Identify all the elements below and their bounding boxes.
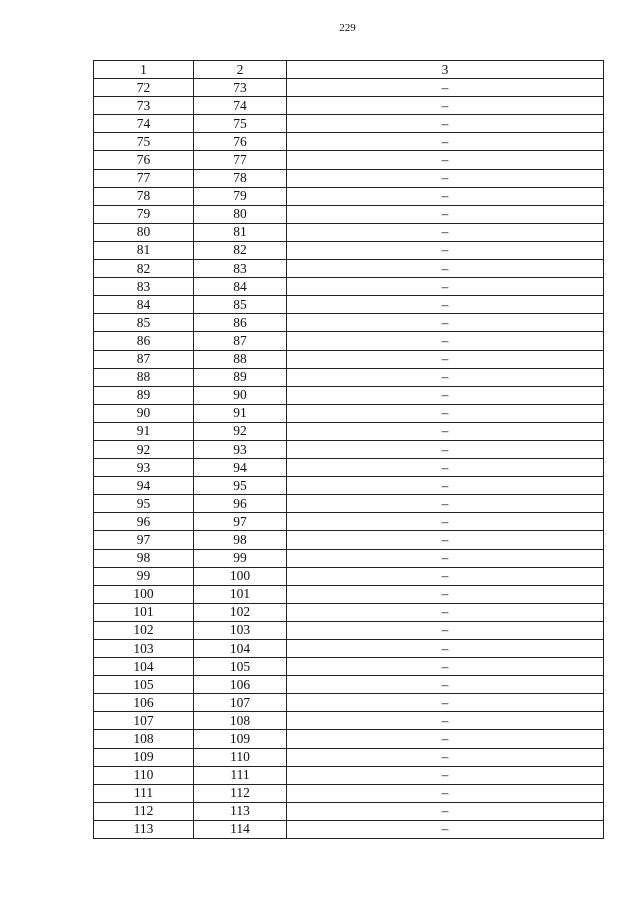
table-row <box>94 495 604 513</box>
table-row <box>94 422 604 440</box>
column-header-1: 1 <box>94 61 194 79</box>
table-cell-col-1: 92 <box>94 440 194 458</box>
table-cell-col-2: 86 <box>194 314 287 332</box>
table-cell-col-1: 73 <box>94 97 194 115</box>
table-row <box>94 802 604 820</box>
table-cell-col-2: 75 <box>194 115 287 133</box>
table-cell-col-3: – <box>287 477 604 495</box>
table-row <box>94 820 604 838</box>
table-cell-col-3: – <box>287 513 604 531</box>
table-cell-col-3: – <box>287 531 604 549</box>
table-cell-col-2: 98 <box>194 531 287 549</box>
column-header-3: 3 <box>287 61 604 79</box>
table-row <box>94 115 604 133</box>
table-row <box>94 440 604 458</box>
table-cell-col-1: 86 <box>94 332 194 350</box>
table-cell-col-3: – <box>287 567 604 585</box>
table-cell-col-3: – <box>287 350 604 368</box>
table-row <box>94 296 604 314</box>
table-row <box>94 784 604 802</box>
table-cell-col-2: 80 <box>194 205 287 223</box>
table-cell-col-2: 92 <box>194 422 287 440</box>
table-cell-col-2: 83 <box>194 260 287 278</box>
table-cell-col-2: 106 <box>194 676 287 694</box>
table-cell-col-1: 85 <box>94 314 194 332</box>
column-header-2: 2 <box>194 61 287 79</box>
table-row <box>94 133 604 151</box>
table-cell-col-1: 79 <box>94 205 194 223</box>
table-cell-col-1: 81 <box>94 241 194 259</box>
table-cell-col-1: 98 <box>94 549 194 567</box>
table-body <box>94 79 604 839</box>
table-cell-col-3: – <box>287 187 604 205</box>
table-cell-col-1: 107 <box>94 712 194 730</box>
table-cell-col-2: 95 <box>194 477 287 495</box>
table-cell-col-2: 81 <box>194 223 287 241</box>
table-cell-col-3: – <box>287 296 604 314</box>
table-row <box>94 694 604 712</box>
table-cell-col-1: 106 <box>94 694 194 712</box>
table-cell-col-2: 110 <box>194 748 287 766</box>
table-row <box>94 676 604 694</box>
table-row <box>94 748 604 766</box>
table-cell-col-1: 111 <box>94 784 194 802</box>
table-cell-col-3: – <box>287 748 604 766</box>
table-row <box>94 658 604 676</box>
table-cell-col-1: 76 <box>94 151 194 169</box>
table-cell-col-2: 97 <box>194 513 287 531</box>
table-cell-col-1: 102 <box>94 621 194 639</box>
table-row <box>94 513 604 531</box>
table-cell-col-3: – <box>287 386 604 404</box>
table-cell-col-2: 111 <box>194 766 287 784</box>
table-cell-col-1: 103 <box>94 640 194 658</box>
table-cell-col-1: 104 <box>94 658 194 676</box>
table-cell-col-1: 78 <box>94 187 194 205</box>
table-cell-col-1: 80 <box>94 223 194 241</box>
table-cell-col-3: – <box>287 368 604 386</box>
table-cell-col-3: – <box>287 97 604 115</box>
table-cell-col-3: – <box>287 459 604 477</box>
table-cell-col-1: 97 <box>94 531 194 549</box>
table-cell-col-3: – <box>287 115 604 133</box>
table-row <box>94 241 604 259</box>
table-row <box>94 278 604 296</box>
table-cell-col-2: 108 <box>194 712 287 730</box>
table-row <box>94 766 604 784</box>
table-cell-col-3: – <box>287 802 604 820</box>
table-cell-col-3: – <box>287 640 604 658</box>
table-cell-col-3: – <box>287 151 604 169</box>
table-cell-col-1: 87 <box>94 350 194 368</box>
table-row <box>94 350 604 368</box>
table-cell-col-1: 96 <box>94 513 194 531</box>
table-cell-col-2: 89 <box>194 368 287 386</box>
table-row <box>94 386 604 404</box>
table-cell-col-2: 101 <box>194 585 287 603</box>
table-cell-col-3: – <box>287 332 604 350</box>
table-cell-col-2: 82 <box>194 241 287 259</box>
table-cell-col-3: – <box>287 585 604 603</box>
table-cell-col-2: 113 <box>194 802 287 820</box>
table-row <box>94 151 604 169</box>
table-cell-col-3: – <box>287 621 604 639</box>
table-cell-col-1: 89 <box>94 386 194 404</box>
table-row <box>94 549 604 567</box>
table-row <box>94 332 604 350</box>
table-row <box>94 260 604 278</box>
table-cell-col-3: – <box>287 169 604 187</box>
table-row <box>94 205 604 223</box>
table-cell-col-1: 84 <box>94 296 194 314</box>
table-cell-col-3: – <box>287 79 604 97</box>
table-cell-col-3: – <box>287 422 604 440</box>
table-cell-col-2: 94 <box>194 459 287 477</box>
table-row <box>94 404 604 422</box>
table-cell-col-1: 110 <box>94 766 194 784</box>
table-cell-col-1: 94 <box>94 477 194 495</box>
table-cell-col-3: – <box>287 440 604 458</box>
table-cell-col-1: 83 <box>94 278 194 296</box>
table-cell-col-3: – <box>287 712 604 730</box>
table-cell-col-3: – <box>287 784 604 802</box>
table-row <box>94 97 604 115</box>
table-row <box>94 169 604 187</box>
table-cell-col-2: 90 <box>194 386 287 404</box>
table-cell-col-2: 100 <box>194 567 287 585</box>
table-cell-col-2: 77 <box>194 151 287 169</box>
table-cell-col-3: – <box>287 314 604 332</box>
table-row <box>94 621 604 639</box>
table-cell-col-1: 75 <box>94 133 194 151</box>
table-cell-col-1: 112 <box>94 802 194 820</box>
table-cell-col-3: – <box>287 549 604 567</box>
table-cell-col-1: 113 <box>94 820 194 838</box>
table-cell-col-1: 74 <box>94 115 194 133</box>
table-row <box>94 585 604 603</box>
table-row <box>94 79 604 97</box>
table-cell-col-1: 77 <box>94 169 194 187</box>
table-cell-col-2: 96 <box>194 495 287 513</box>
table-cell-col-3: – <box>287 495 604 513</box>
table-cell-col-3: – <box>287 694 604 712</box>
table-cell-col-2: 78 <box>194 169 287 187</box>
table-cell-col-3: – <box>287 820 604 838</box>
table-row <box>94 187 604 205</box>
table-cell-col-2: 107 <box>194 694 287 712</box>
table-cell-col-1: 72 <box>94 79 194 97</box>
table-cell-col-1: 91 <box>94 422 194 440</box>
table-cell-col-3: – <box>287 730 604 748</box>
table-cell-col-1: 101 <box>94 603 194 621</box>
table-cell-col-2: 109 <box>194 730 287 748</box>
table-row <box>94 640 604 658</box>
table-cell-col-2: 103 <box>194 621 287 639</box>
table-cell-col-2: 84 <box>194 278 287 296</box>
table-cell-col-3: – <box>287 205 604 223</box>
table-cell-col-2: 114 <box>194 820 287 838</box>
page-number: 229 <box>339 22 356 34</box>
table-cell-col-1: 90 <box>94 404 194 422</box>
table-cell-col-1: 100 <box>94 585 194 603</box>
table-cell-col-1: 88 <box>94 368 194 386</box>
table-cell-col-1: 82 <box>94 260 194 278</box>
table-cell-col-2: 73 <box>194 79 287 97</box>
table-row <box>94 368 604 386</box>
table-cell-col-3: – <box>287 766 604 784</box>
table-row <box>94 459 604 477</box>
table-cell-col-3: – <box>287 278 604 296</box>
table-cell-col-1: 108 <box>94 730 194 748</box>
table-row <box>94 314 604 332</box>
table-cell-col-3: – <box>287 404 604 422</box>
table-cell-col-1: 105 <box>94 676 194 694</box>
table-row <box>94 603 604 621</box>
table-cell-col-3: – <box>287 260 604 278</box>
table-cell-col-2: 93 <box>194 440 287 458</box>
table-cell-col-3: – <box>287 658 604 676</box>
table-cell-col-2: 76 <box>194 133 287 151</box>
table-row <box>94 567 604 585</box>
table-cell-col-3: – <box>287 133 604 151</box>
table-header-row <box>94 61 604 79</box>
table-cell-col-1: 93 <box>94 459 194 477</box>
table-cell-col-2: 85 <box>194 296 287 314</box>
table-row <box>94 712 604 730</box>
table-cell-col-2: 88 <box>194 350 287 368</box>
table-cell-col-1: 99 <box>94 567 194 585</box>
table-cell-col-2: 91 <box>194 404 287 422</box>
table-cell-col-2: 87 <box>194 332 287 350</box>
table-cell-col-2: 102 <box>194 603 287 621</box>
data-table <box>93 60 604 839</box>
table-row <box>94 531 604 549</box>
table-row <box>94 477 604 495</box>
table-cell-col-2: 74 <box>194 97 287 115</box>
table-cell-col-2: 99 <box>194 549 287 567</box>
table-cell-col-3: – <box>287 241 604 259</box>
table-cell-col-1: 95 <box>94 495 194 513</box>
table-row <box>94 730 604 748</box>
table-cell-col-2: 105 <box>194 658 287 676</box>
table-cell-col-2: 112 <box>194 784 287 802</box>
table-row <box>94 223 604 241</box>
table-cell-col-3: – <box>287 223 604 241</box>
table-cell-col-2: 104 <box>194 640 287 658</box>
table-cell-col-1: 109 <box>94 748 194 766</box>
table-cell-col-2: 79 <box>194 187 287 205</box>
table-cell-col-3: – <box>287 676 604 694</box>
table-cell-col-3: – <box>287 603 604 621</box>
